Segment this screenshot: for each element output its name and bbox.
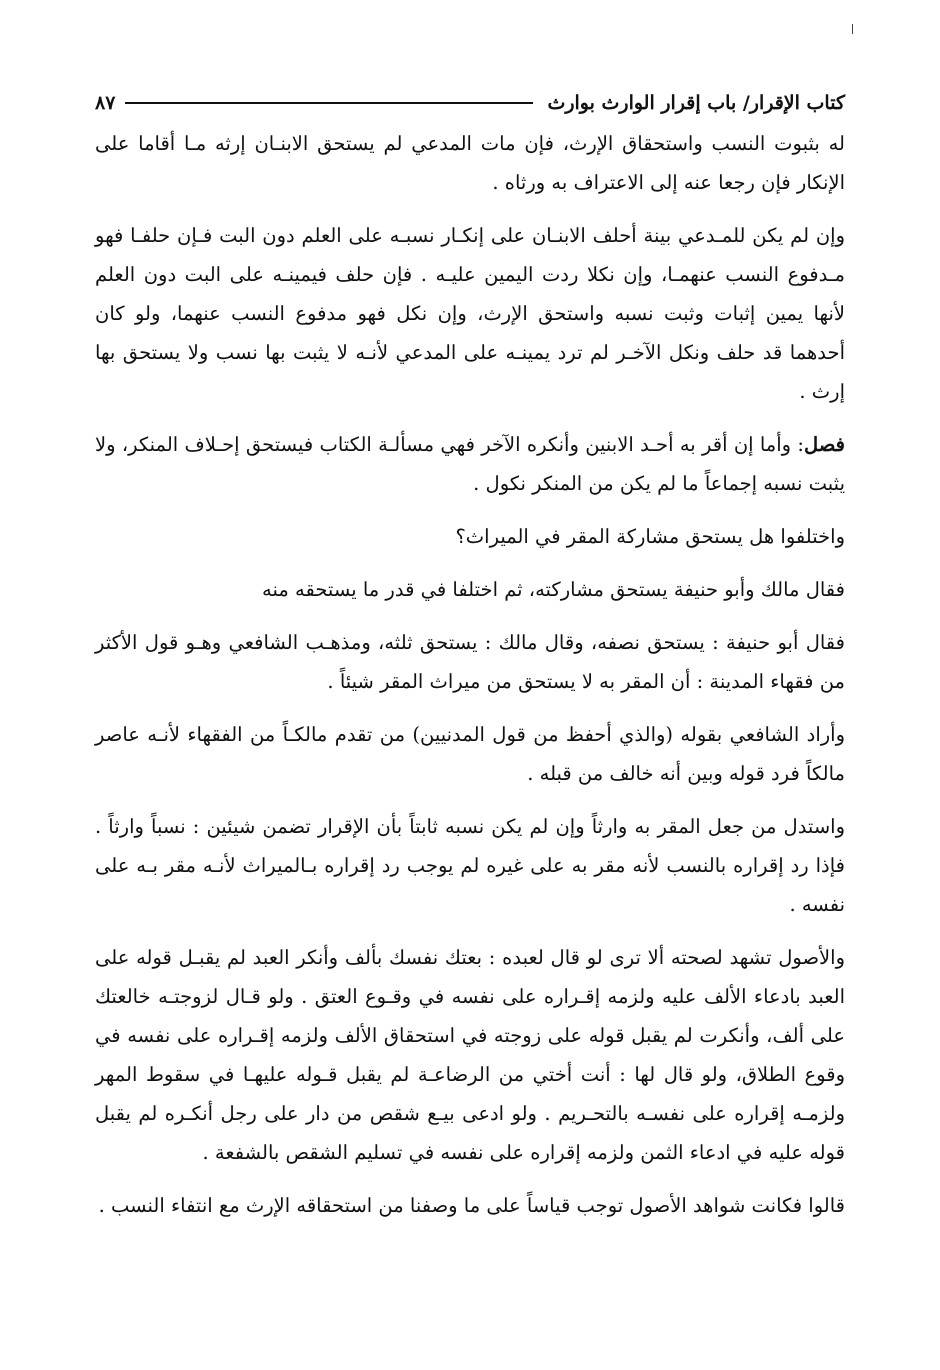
header-rule	[125, 102, 533, 104]
book-page	[95, 0, 845, 1370]
paragraph-4: واختلفوا هل يستحق مشاركة المقر في الميراث؟	[455, 525, 845, 548]
page-number: ٨٧	[95, 92, 116, 114]
paragraph-9: والأصول تشهد لصحته ألا ترى لو قال لعبده : بعتك نفسك بألف وأنكر العبد لم يقبـل قوله على العبد بادعاء الألف عليه ولزمه إقـراره على نفسه في وقـوع العتق . ولو قـال لزوجتـه خالعتك على ألف، وأنكرت لم يقبل قوله على زوجته في استحقاق الألف ولزمه إقـراره على نفسه في وقوع الطلاق، ولو قال لها : أنت أختي من الرضاعـة لم يقبل قـوله عليهـا في سقوط المهر ولزمـه إقراره على نفسـه بالتحـريم . ولو ادعى بيـع شقص من دار على رجل أنكـره لم يقبل قوله عليه في ادعاء الثمن ولزمه إقراره على نفسه في تسليم الشقص بالشفعة .	[95, 946, 845, 1164]
paragraph-3-text: وأما إن أقر به أحـد الابنين وأنكره الآخر فهي مسألـة الكتاب فيستحق إحـلاف المنكر، ولا يثبت نسبه إجماعاً ما لم يكن من المنكر نكول .	[95, 433, 845, 495]
paragraph-6: فقال أبو حنيفة : يستحق نصفه، وقال مالك : يستحق ثلثه، ومذهـب الشافعي وهـو قول الأكثر من فقهاء المدينة : أن المقر به لا يستحق من ميراث المقر شيئاً .	[95, 631, 845, 693]
paragraph-10: قالوا فكانت شواهد الأصول توجب قياساً على ما وصفنا من استحقاقه الإرث مع انتفاء النسب .	[98, 1194, 845, 1217]
chapter-title: كتاب الإقرار/ باب إقرار الوارث بوارث	[547, 92, 845, 114]
fasl-separator: :	[791, 433, 804, 456]
running-header	[95, 88, 845, 118]
paragraph-5: فقال مالك وأبو حنيفة يستحق مشاركته، ثم اختلفا في قدر ما يستحقه منه	[262, 578, 845, 601]
paragraph-2: وإن لم يكن للمـدعي بينة أحلف الابنـان على إنكـار نسبـه على العلم دون البت فـإن حلفـا فهو مـدفوع النسب عنهمـا، وإن نكلا ردت اليمين عليـه . فإن حلف فيمينـه على البت دون العلم لأنها يمين إثبات وثبت نسبه واستحق الإرث، وإن نكل فهو مدفوع النسب عنهما، ولو كان أحدهما قد حلف ونكل الآخـر لم ترد يمينـه على المدعي لأنـه لا يثبت بها نسب ولا يستحق بها إرث .	[95, 224, 845, 403]
fasl-heading: فصل	[803, 433, 845, 456]
paragraph-3	[95, 425, 845, 503]
paragraph-7: وأراد الشافعي بقوله (والذي أحفظ من قول المدنيين) من تقدم مالكـاً من الفقهاء لأنـه عاصر مالكاً فرد قوله وبين أنه خالف من قبله .	[95, 723, 845, 785]
body-text	[95, 124, 845, 1239]
paragraph-8: واستدل من جعل المقر به وارثاً وإن لم يكن نسبه ثابتاً بأن الإقرار تضمن شيئين : نسباً وارثاً . فإذا رد إقراره بالنسب لأنه مقر به على غيره لم يوجب رد إقراره بـالميراث لأنـه مقر بـه على نفسه .	[95, 815, 845, 916]
paragraph-1: له بثبوت النسب واستحقاق الإرث، فإن مات المدعي لم يستحق الابنـان إرثه مـا أقاما على الإنكار فإن رجعا عنه إلى الاعتراف به ورثاه .	[95, 132, 845, 194]
corner-mark	[852, 24, 853, 34]
